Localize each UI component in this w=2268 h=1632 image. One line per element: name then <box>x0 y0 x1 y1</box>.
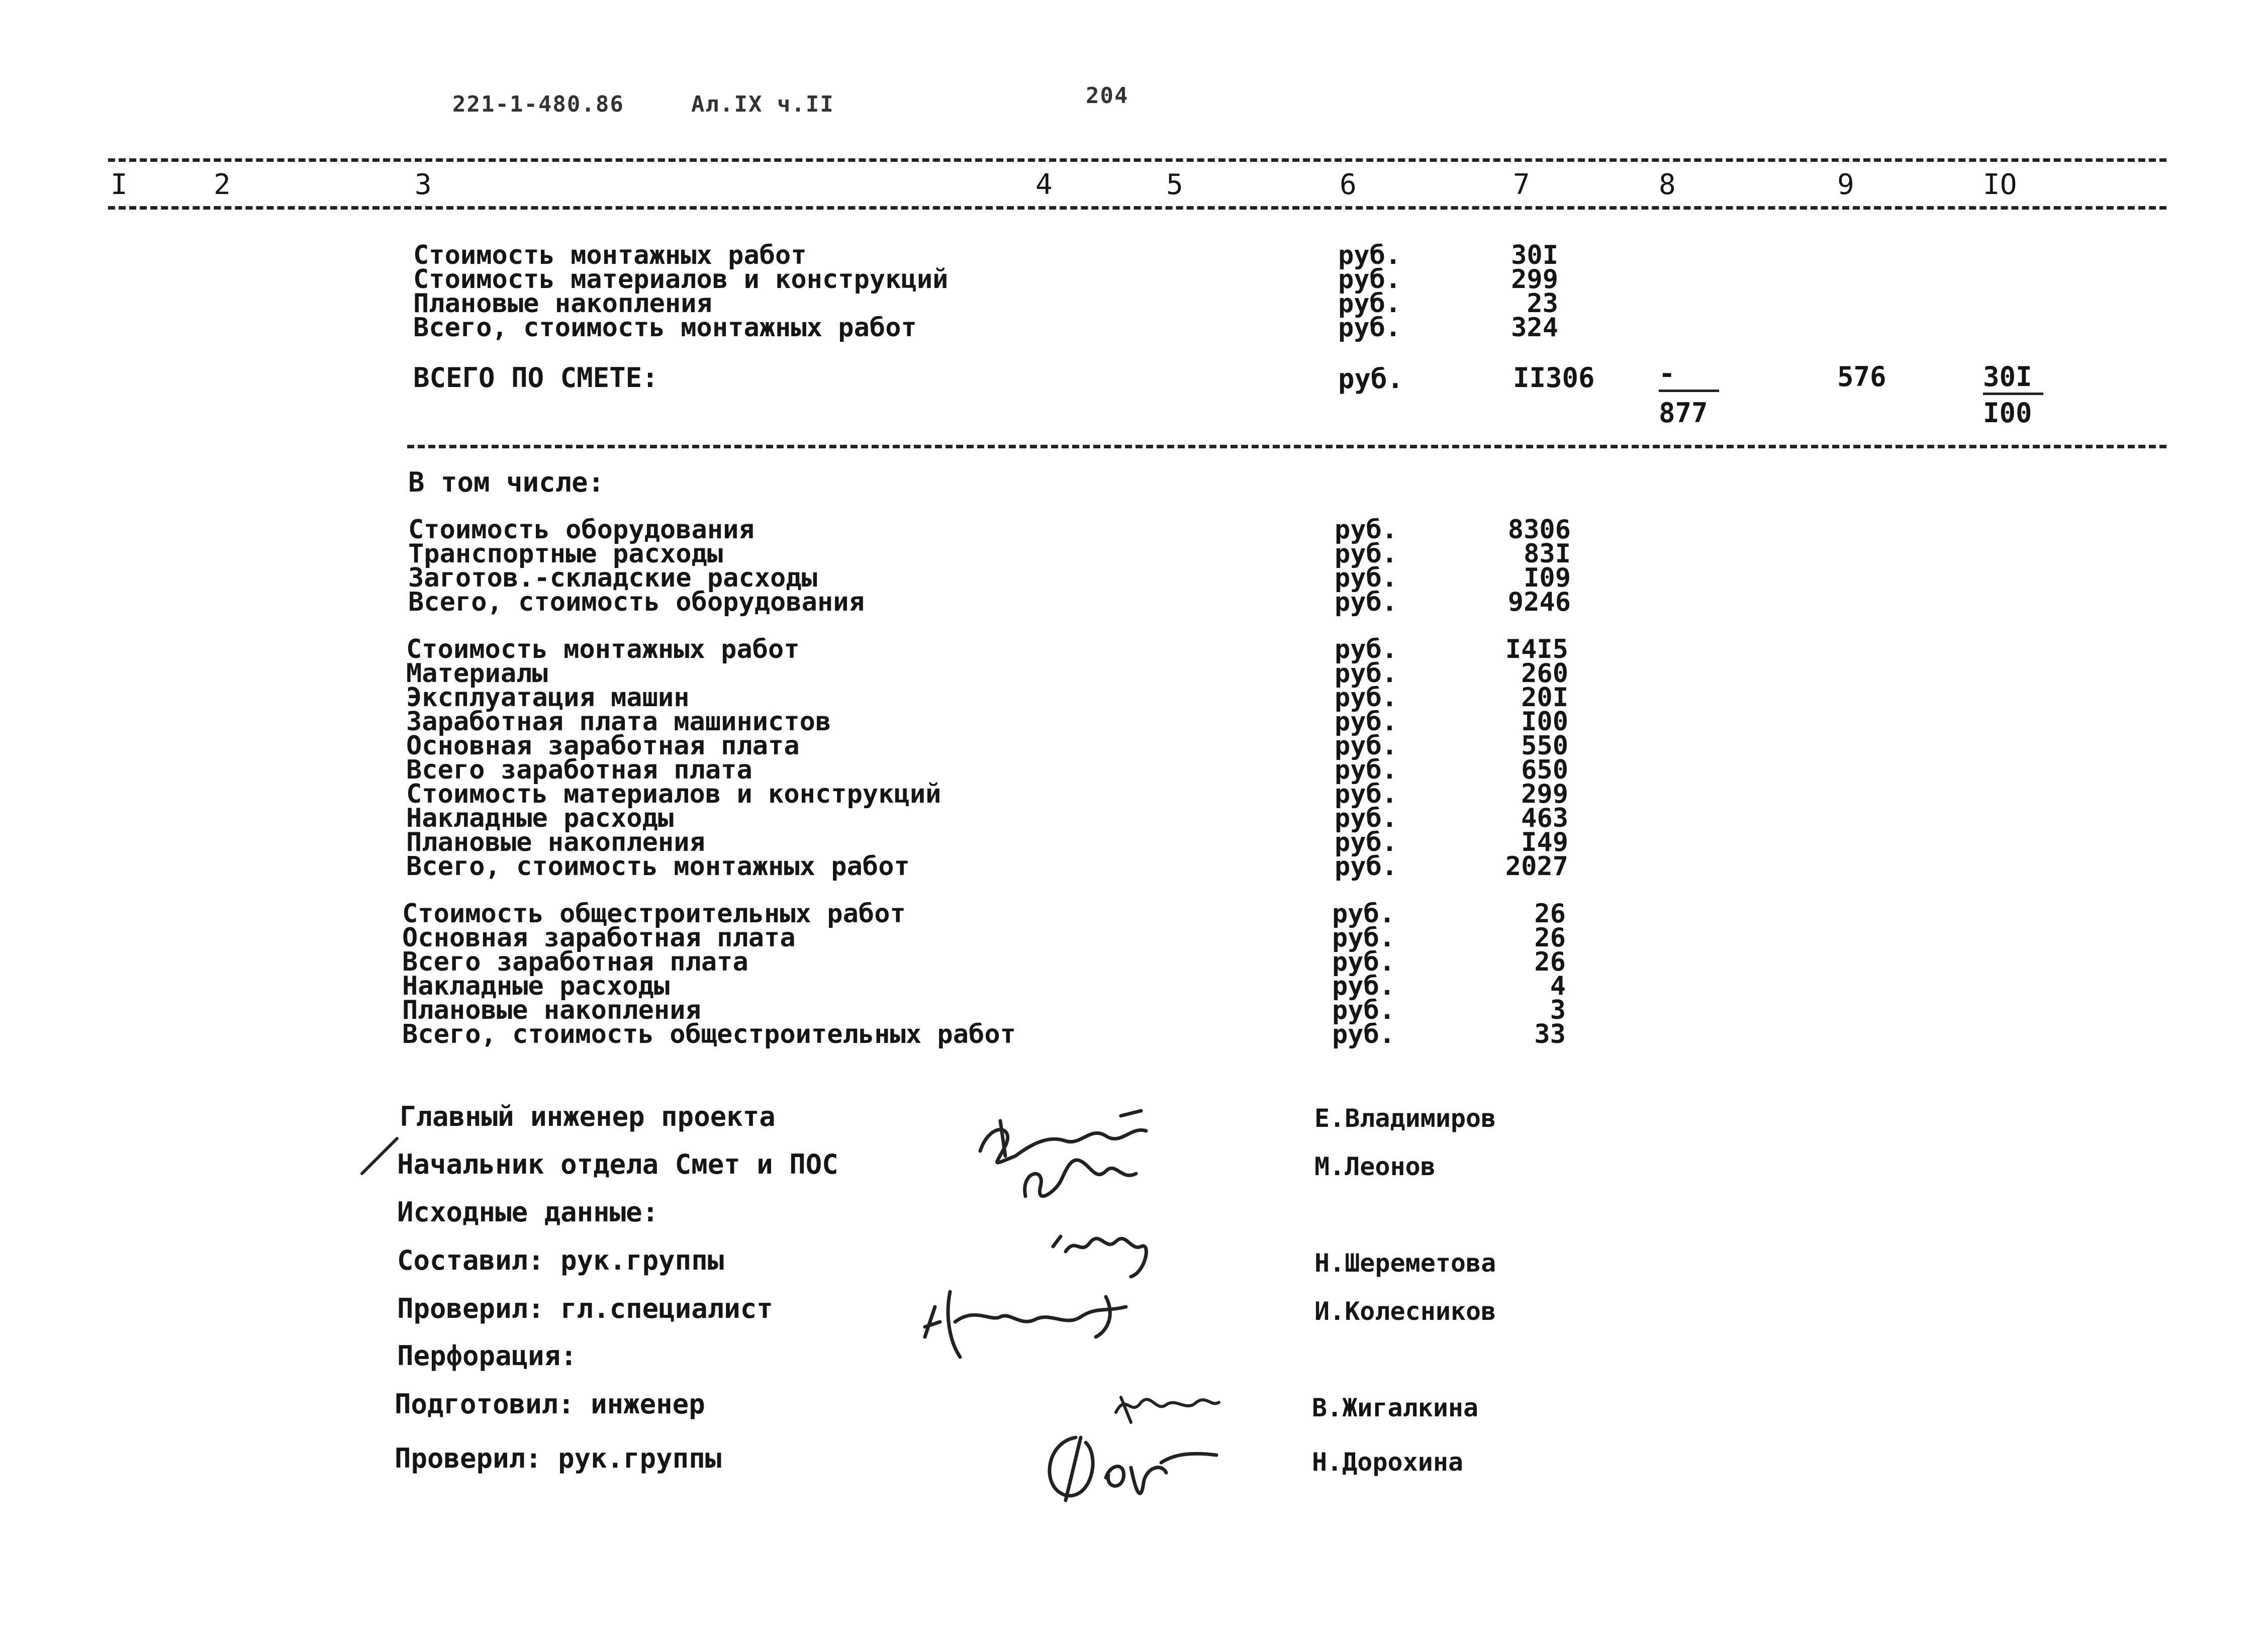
grand-total-unit: руб. <box>1338 363 1404 395</box>
signature-role: Проверил: рук.группы <box>395 1443 722 1474</box>
album-reference: Ал.IX ч.II <box>691 91 834 117</box>
signature-role: Проверил: гл.специалист <box>397 1293 773 1324</box>
handwritten-signature-3 <box>915 1277 1141 1362</box>
row-unit: руб. <box>1335 634 1398 664</box>
row-label: Плановые накопления <box>402 995 701 1025</box>
row-value: 2027 <box>1505 851 1568 882</box>
signature-name: М.Леонов <box>1314 1152 1436 1181</box>
signature-role: Начальник отдела Смет и ПОС <box>397 1148 838 1180</box>
row-value: 20I <box>1521 683 1568 713</box>
row-unit: руб. <box>1335 539 1398 569</box>
row-value: 463 <box>1521 803 1568 833</box>
row-label: Транспортные расходы <box>408 539 723 569</box>
row-value: 23 <box>1527 289 1558 319</box>
row-label: Стоимость общестроительных работ <box>402 899 906 929</box>
row-label: Стоимость материалов и конструкций <box>413 264 949 295</box>
row-label: Стоимость монтажных работ <box>413 240 807 270</box>
row-value: 299 <box>1521 779 1568 809</box>
row-unit: руб. <box>1332 899 1395 929</box>
row-value: I4I5 <box>1505 634 1568 664</box>
row-unit: руб. <box>1332 971 1395 1001</box>
grand-total-col8-top: - <box>1659 358 1719 392</box>
column-number-2: 2 <box>214 168 231 201</box>
document-code: 221-1-480.86 <box>452 91 624 117</box>
signature-role: Исходные данные: <box>397 1196 659 1228</box>
column-number-3: 3 <box>415 168 432 201</box>
handwritten-signature-2 <box>1046 1216 1166 1282</box>
column-number-8: 8 <box>1659 168 1676 201</box>
row-unit: руб. <box>1335 683 1398 713</box>
row-value: 9246 <box>1507 587 1571 617</box>
row-label: Стоимость материалов и конструкций <box>406 779 941 809</box>
handwritten-signature-4 <box>1111 1382 1221 1427</box>
row-value: 299 <box>1511 264 1558 295</box>
row-value: I49 <box>1521 827 1568 857</box>
section-divider <box>407 445 2166 448</box>
signature-role: Составил: рук.группы <box>397 1244 724 1276</box>
signature-name: Н.Дорохина <box>1312 1448 1464 1477</box>
row-unit: руб. <box>1332 947 1395 977</box>
grand-total-col10-bottom: I00 <box>1983 397 2032 429</box>
row-unit: руб. <box>1338 264 1401 295</box>
row-label: Основная заработная плата <box>402 923 796 953</box>
row-label: Всего, стоимость монтажных работ <box>406 851 910 882</box>
row-label: Всего, стоимость монтажных работ <box>413 313 917 343</box>
page-number: 204 <box>1086 83 1129 109</box>
row-value: 83I <box>1524 539 1571 569</box>
row-unit: руб. <box>1335 587 1398 617</box>
row-label: Всего заработная плата <box>402 947 748 977</box>
signature-name: И.Колесников <box>1314 1297 1496 1326</box>
column-number-7: 7 <box>1513 168 1530 201</box>
row-label: Всего заработная плата <box>406 755 752 785</box>
grand-total-col10-top: 30I <box>1983 361 2043 395</box>
including-label: В том числе: <box>408 466 605 498</box>
row-label: Накладные расходы <box>402 971 670 1001</box>
row-value: 260 <box>1521 658 1568 689</box>
row-value: 324 <box>1511 313 1558 343</box>
row-label: Всего, стоимость общестроительных работ <box>402 1019 1016 1049</box>
header-rule-top <box>108 158 2166 162</box>
signature-name: Н.Шереметова <box>1314 1249 1496 1278</box>
header-rule-bottom <box>108 206 2166 210</box>
row-unit: руб. <box>1335 827 1398 857</box>
row-value: 550 <box>1521 731 1568 761</box>
row-label: Плановые накопления <box>406 827 705 857</box>
row-label: Плановые накопления <box>413 289 712 319</box>
row-value: I00 <box>1521 707 1568 737</box>
column-number-1: I <box>111 168 128 201</box>
row-unit: руб. <box>1332 1019 1395 1049</box>
row-unit: руб. <box>1335 515 1398 545</box>
grand-total-col9: 576 <box>1837 361 1886 393</box>
row-label: Заготов.-складские расходы <box>408 563 817 593</box>
column-number-9: 9 <box>1837 168 1854 201</box>
row-value: 26 <box>1534 923 1566 953</box>
row-label: Накладные расходы <box>406 803 674 833</box>
row-unit: руб. <box>1335 731 1398 761</box>
signature-role: Главный инженер проекта <box>400 1101 776 1132</box>
row-unit: руб. <box>1335 658 1398 689</box>
signature-name: В.Жигалкина <box>1312 1393 1479 1422</box>
row-unit: руб. <box>1338 313 1401 343</box>
row-label: Стоимость монтажных работ <box>406 634 800 664</box>
row-unit: руб. <box>1335 755 1398 785</box>
row-value: 3 <box>1550 995 1566 1025</box>
row-unit: руб. <box>1338 240 1401 270</box>
row-unit: руб. <box>1332 923 1395 953</box>
row-unit: руб. <box>1332 995 1395 1025</box>
row-label: Стоимость оборудования <box>408 515 754 545</box>
grand-total-col7: II306 <box>1513 362 1595 394</box>
signature-name: Е.Владимиров <box>1314 1104 1496 1133</box>
column-number-4: 4 <box>1035 168 1053 201</box>
handwritten-signature-1 <box>970 1081 1181 1206</box>
grand-total-label: ВСЕГО ПО СМЕТЕ: <box>413 362 658 394</box>
row-unit: руб. <box>1335 803 1398 833</box>
row-label: Эксплуатация машин <box>406 683 690 713</box>
row-label: Материалы <box>406 658 548 689</box>
grand-total-col8-bottom: 877 <box>1659 397 1708 429</box>
check-mark-icon <box>357 1133 402 1179</box>
row-unit: руб. <box>1335 779 1398 809</box>
row-label: Заработная плата машинистов <box>406 707 831 737</box>
row-unit: руб. <box>1335 707 1398 737</box>
column-number-6: 6 <box>1340 168 1357 201</box>
row-unit: руб. <box>1338 289 1401 319</box>
signature-role: Перфорация: <box>397 1340 577 1372</box>
column-number-10: IO <box>1983 168 2017 201</box>
row-label: Основная заработная плата <box>406 731 800 761</box>
row-value: 8306 <box>1507 515 1571 545</box>
row-value: 30I <box>1511 240 1558 270</box>
row-label: Всего, стоимость оборудования <box>408 587 865 617</box>
row-value: 26 <box>1534 899 1566 929</box>
signature-role: Подготовил: инженер <box>395 1388 705 1420</box>
handwritten-signature-5 <box>1035 1427 1221 1503</box>
row-value: 26 <box>1534 947 1566 977</box>
row-unit: руб. <box>1335 851 1398 882</box>
row-value: 4 <box>1550 971 1566 1001</box>
row-value: 33 <box>1534 1019 1566 1049</box>
column-number-5: 5 <box>1166 168 1183 201</box>
row-value: 650 <box>1521 755 1568 785</box>
row-value: I09 <box>1524 563 1571 593</box>
row-unit: руб. <box>1335 563 1398 593</box>
